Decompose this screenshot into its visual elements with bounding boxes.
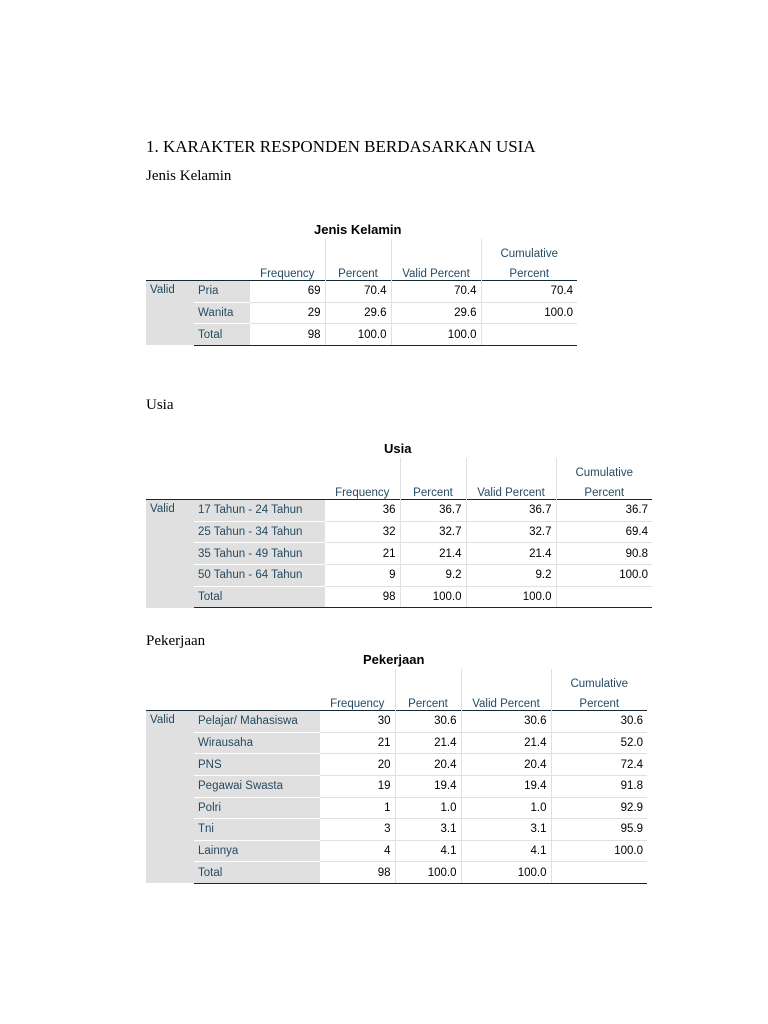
header-valid-percent: Valid Percent <box>461 690 551 711</box>
header-frequency: Frequency <box>260 268 315 281</box>
table-row <box>146 840 647 862</box>
section-heading-jenis-kelamin: Jenis Kelamin <box>146 168 232 184</box>
table-row <box>146 819 647 841</box>
cell-frequency: 21 <box>325 543 400 565</box>
row-label: Total <box>194 586 325 608</box>
cell-valid-percent: 32.7 <box>466 521 556 543</box>
row-label: Pegawai Swasta <box>194 775 320 797</box>
cell-valid-percent: 30.6 <box>461 711 551 733</box>
table-grid <box>146 669 647 884</box>
cell-percent: 100.0 <box>395 862 461 884</box>
cell-percent: 19.4 <box>395 775 461 797</box>
row-label: Polri <box>194 797 320 819</box>
cell-percent: 21.4 <box>400 543 466 565</box>
cell-valid-percent: 100.0 <box>466 586 556 608</box>
cell-valid-percent: 21.4 <box>461 732 551 754</box>
cell-valid-percent: 1.0 <box>461 797 551 819</box>
cell-cumulative-percent: 100.0 <box>556 564 652 586</box>
header-empty-cell <box>146 690 194 711</box>
table-row <box>146 281 577 303</box>
cell-valid-percent: 3.1 <box>461 819 551 841</box>
header-cumulative-percent: Percent <box>556 479 652 500</box>
header-valid-percent: Valid Percent <box>466 479 556 500</box>
header-empty-cell <box>194 479 325 500</box>
frequency-table-pekerjaan <box>146 652 648 878</box>
header-empty-cell <box>194 669 320 690</box>
cell-valid-percent: 100.0 <box>461 862 551 884</box>
header-empty-cell <box>146 669 194 690</box>
cell-percent: 4.1 <box>395 840 461 862</box>
header-frequency: Frequency <box>335 487 390 500</box>
header-frequency: Frequency <box>330 698 385 711</box>
cell-frequency: 98 <box>320 862 395 884</box>
cell-frequency: 3 <box>320 819 395 841</box>
table-row <box>146 324 577 346</box>
cell-cumulative-percent: 92.9 <box>551 797 647 819</box>
cell-percent: 1.0 <box>395 797 461 819</box>
cell-frequency: 29 <box>250 302 325 324</box>
row-label: 35 Tahun - 49 Tahun <box>194 543 325 565</box>
cell-frequency: 98 <box>325 586 400 608</box>
cell-cumulative-percent: 91.8 <box>551 775 647 797</box>
table-title: Usia <box>384 441 412 456</box>
header-percent: Percent <box>400 479 466 500</box>
cell-cumulative-percent: 70.4 <box>481 281 577 303</box>
header-empty-cell <box>194 690 320 711</box>
table-row <box>146 797 647 819</box>
cell-valid-percent: 36.7 <box>466 500 556 522</box>
table-row <box>146 543 652 565</box>
header-empty-cell <box>325 458 400 479</box>
row-label: Wanita <box>194 302 250 324</box>
cell-valid-percent: 21.4 <box>466 543 556 565</box>
cell-percent: 20.4 <box>395 754 461 776</box>
row-label: 50 Tahun - 64 Tahun <box>194 564 325 586</box>
cell-percent: 21.4 <box>395 732 461 754</box>
header-valid-percent: Valid Percent <box>391 260 481 281</box>
document-title: 1. KARAKTER RESPONDEN BERDASARKAN USIA <box>146 137 536 156</box>
cell-frequency: 20 <box>320 754 395 776</box>
table-row <box>146 862 647 884</box>
table-row <box>146 521 652 543</box>
header-cumulative: Cumulative <box>481 239 577 260</box>
group-label-valid: Valid <box>146 500 194 608</box>
cell-percent: 3.1 <box>395 819 461 841</box>
header-empty-cell <box>325 239 391 260</box>
table-row <box>146 564 652 586</box>
header-cumulative-percent: Percent <box>481 260 577 281</box>
section-heading-usia: Usia <box>146 397 174 413</box>
row-label: Lainnya <box>194 840 320 862</box>
table-title: Jenis Kelamin <box>314 222 402 237</box>
cell-cumulative-percent: 100.0 <box>481 302 577 324</box>
cell-percent: 9.2 <box>400 564 466 586</box>
frequency-table-usia <box>146 441 653 604</box>
cell-cumulative-percent: 72.4 <box>551 754 647 776</box>
row-label: Pria <box>194 281 250 303</box>
header-cumulative: Cumulative <box>551 669 647 690</box>
cell-frequency: 9 <box>325 564 400 586</box>
cell-percent: 100.0 <box>325 324 391 346</box>
row-label: 17 Tahun - 24 Tahun <box>194 500 325 522</box>
table-row <box>146 754 647 776</box>
cell-percent: 30.6 <box>395 711 461 733</box>
header-empty-cell <box>395 669 461 690</box>
cell-frequency: 4 <box>320 840 395 862</box>
cell-cumulative-percent <box>551 862 647 884</box>
header-percent: Percent <box>325 260 391 281</box>
header-percent: Percent <box>395 690 461 711</box>
header-empty-cell <box>461 669 551 690</box>
cell-frequency: 36 <box>325 500 400 522</box>
cell-valid-percent: 70.4 <box>391 281 481 303</box>
header-empty-cell <box>320 669 395 690</box>
row-label: Pelajar/ Mahasiswa <box>194 711 320 733</box>
row-label: PNS <box>194 754 320 776</box>
cell-percent: 29.6 <box>325 302 391 324</box>
cell-percent: 100.0 <box>400 586 466 608</box>
table-row <box>146 302 577 324</box>
header-empty-cell <box>146 239 194 260</box>
row-label: Total <box>194 324 250 346</box>
cell-cumulative-percent: 69.4 <box>556 521 652 543</box>
cell-frequency: 69 <box>250 281 325 303</box>
table-row <box>146 586 652 608</box>
cell-valid-percent: 9.2 <box>466 564 556 586</box>
header-empty-cell <box>146 458 194 479</box>
cell-cumulative-percent: 90.8 <box>556 543 652 565</box>
header-empty-cell <box>194 458 325 479</box>
header-empty-cell <box>146 260 194 281</box>
table-grid <box>146 239 577 346</box>
header-empty-cell <box>146 479 194 500</box>
cell-cumulative-percent <box>481 324 577 346</box>
cell-percent: 70.4 <box>325 281 391 303</box>
header-empty-cell <box>391 239 481 260</box>
table-row <box>146 775 647 797</box>
cell-cumulative-percent: 30.6 <box>551 711 647 733</box>
header-empty-cell <box>466 458 556 479</box>
header-empty-cell <box>194 260 250 281</box>
header-empty-cell <box>250 239 325 260</box>
row-label: Wirausaha <box>194 732 320 754</box>
row-label: Tni <box>194 819 320 841</box>
cell-percent: 36.7 <box>400 500 466 522</box>
cell-valid-percent: 29.6 <box>391 302 481 324</box>
cell-valid-percent: 20.4 <box>461 754 551 776</box>
section-heading-pekerjaan: Pekerjaan <box>146 633 206 649</box>
header-cumulative-percent: Percent <box>551 690 647 711</box>
cell-cumulative-percent <box>556 586 652 608</box>
cell-cumulative-percent: 100.0 <box>551 840 647 862</box>
cell-frequency: 19 <box>320 775 395 797</box>
cell-cumulative-percent: 52.0 <box>551 732 647 754</box>
cell-cumulative-percent: 36.7 <box>556 500 652 522</box>
cell-valid-percent: 4.1 <box>461 840 551 862</box>
cell-frequency: 1 <box>320 797 395 819</box>
table-row <box>146 732 647 754</box>
cell-frequency: 98 <box>250 324 325 346</box>
row-label: Total <box>194 862 320 884</box>
header-empty-cell <box>194 239 250 260</box>
cell-valid-percent: 19.4 <box>461 775 551 797</box>
row-label: 25 Tahun - 34 Tahun <box>194 521 325 543</box>
frequency-table-jenis-kelamin <box>146 222 578 344</box>
table-row <box>146 500 652 522</box>
group-label-valid: Valid <box>146 281 194 346</box>
cell-frequency: 32 <box>325 521 400 543</box>
cell-cumulative-percent: 95.9 <box>551 819 647 841</box>
table-grid <box>146 458 652 608</box>
table-row <box>146 711 647 733</box>
header-empty-cell <box>400 458 466 479</box>
table-title: Pekerjaan <box>363 652 425 667</box>
cell-percent: 32.7 <box>400 521 466 543</box>
cell-frequency: 21 <box>320 732 395 754</box>
cell-valid-percent: 100.0 <box>391 324 481 346</box>
cell-frequency: 30 <box>320 711 395 733</box>
group-label-valid: Valid <box>146 711 194 884</box>
header-cumulative: Cumulative <box>556 458 652 479</box>
